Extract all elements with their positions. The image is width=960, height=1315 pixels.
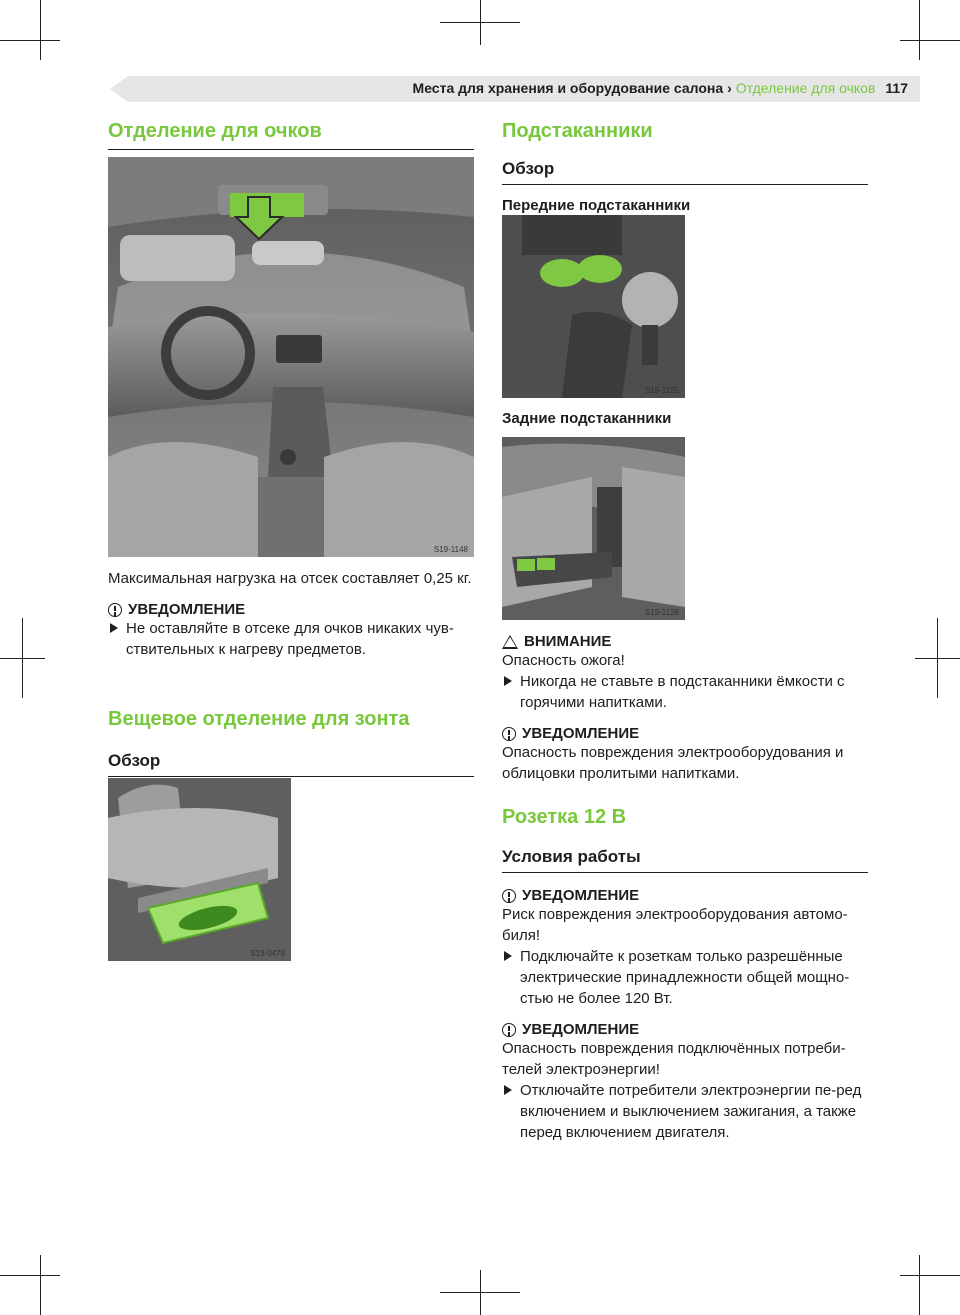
glasses-text-block bbox=[108, 568, 474, 660]
seat-umbrella-illustration bbox=[108, 778, 291, 961]
breadcrumb-separator: › bbox=[727, 80, 732, 96]
umbrella-figure bbox=[108, 778, 291, 961]
glasses-notice-item bbox=[108, 618, 474, 660]
cupholder-highlight bbox=[537, 558, 555, 570]
socket-notice2-text: Опасность повреждения подключённых потреби-телей электроэнергии! bbox=[502, 1040, 846, 1078]
current-section: Отделение для очков bbox=[735, 80, 876, 96]
socket-notice1-heading bbox=[502, 887, 868, 904]
glasses-figure bbox=[108, 157, 474, 557]
cupholders-text-block bbox=[502, 633, 868, 784]
front-console-illustration bbox=[502, 215, 685, 398]
cupholder-highlight bbox=[540, 259, 584, 287]
infotainment-screen bbox=[276, 335, 322, 363]
socket-notice2-item bbox=[502, 1080, 868, 1143]
chapter-title: Места для хранения и оборудование салона bbox=[412, 80, 724, 96]
rear-cupholders-caption: Задние подстаканники bbox=[502, 410, 672, 427]
cupholder-highlight bbox=[578, 255, 622, 283]
driver-seat-shape bbox=[108, 442, 258, 557]
rear-caption-block bbox=[502, 410, 868, 427]
notice-icon bbox=[502, 727, 516, 741]
glasses-title: Отделение для очков bbox=[108, 120, 474, 150]
notice-item-text: Подключайте к розеткам только разрешённые электрические принадлежности общей мощно-стью не более 120 Вт. bbox=[520, 948, 850, 1007]
cupholders-title: Подстаканники bbox=[502, 120, 653, 142]
notice-title: УВЕДОМЛЕНИЕ bbox=[522, 887, 640, 904]
car-interior-illustration bbox=[108, 157, 474, 557]
rear-seat-illustration bbox=[502, 437, 685, 620]
gear-knob-shape bbox=[280, 449, 296, 465]
figure-code: S19-1125 bbox=[644, 386, 679, 395]
socket-notice1-text: Риск повреждения электрооборудования автомо-биля! bbox=[502, 906, 848, 944]
figure-code: S19-1148 bbox=[433, 545, 468, 554]
center-console-shape bbox=[268, 387, 333, 477]
running-header bbox=[413, 80, 908, 96]
notice-title: УВЕДОМЛЕНИЕ bbox=[522, 725, 640, 742]
warning-item-text: Никогда не ставьте в подстаканники ёмкости с горячими напитками. bbox=[520, 673, 845, 711]
warning-item bbox=[502, 671, 868, 713]
glasses-load-text: Максимальная нагрузка на отсек составляет 0,25 кг. bbox=[108, 570, 472, 587]
passenger-seat-shape bbox=[324, 442, 474, 557]
notice-title: УВЕДОМЛЕНИЕ bbox=[128, 601, 246, 618]
rear-seat-back-shape bbox=[502, 477, 592, 607]
figure-code: S19-1126 bbox=[644, 608, 679, 617]
warning-title: ВНИМАНИЕ bbox=[524, 633, 612, 650]
umbrella-title: Вещевое отделение для зонта bbox=[108, 708, 410, 730]
bullet-arrow-icon bbox=[504, 676, 512, 686]
bullet-arrow-icon bbox=[504, 951, 512, 961]
warning-heading bbox=[502, 633, 868, 650]
rear-cupholders-figure bbox=[502, 437, 685, 620]
notice-item-text: Отключайте потребители электроэнергии пе-ред включением и выключением зажигания, а также перед включением двигателя. bbox=[520, 1082, 862, 1141]
notice-item-text: Не оставляйте в отсеке для очков никаких чув-ствительных к нагреву предметов. bbox=[126, 620, 454, 658]
socket-notice2-heading bbox=[502, 1021, 868, 1038]
warning-text: Опасность ожога! bbox=[502, 652, 625, 669]
socket-section bbox=[502, 806, 868, 1143]
cupholders-section bbox=[502, 120, 868, 214]
warning-icon bbox=[502, 635, 518, 649]
figure-code: S19-0479 bbox=[250, 949, 285, 958]
bullet-arrow-icon bbox=[504, 1085, 512, 1095]
socket-title: Розетка 12 В bbox=[502, 806, 627, 828]
gear-knob-shape bbox=[622, 272, 678, 328]
notice-title: УВЕДОМЛЕНИЕ bbox=[522, 1021, 640, 1038]
glasses-section bbox=[108, 120, 474, 150]
bullet-arrow-icon bbox=[110, 623, 118, 633]
front-cupholders-figure bbox=[502, 215, 685, 398]
cupholders-notice-text: Опасность повреждения электрооборудования и облицовки пролитыми напитками. bbox=[502, 744, 844, 782]
umbrella-section bbox=[108, 708, 474, 777]
front-cupholders-caption: Передние подстаканники bbox=[502, 197, 691, 214]
page-number: 117 bbox=[885, 80, 908, 96]
cupholders-notice-heading bbox=[502, 725, 868, 742]
glasses-notice-heading bbox=[108, 601, 474, 618]
mirror-shape bbox=[252, 241, 324, 265]
notice-icon bbox=[502, 1023, 516, 1037]
notice-icon bbox=[108, 603, 122, 617]
socket-notice1-item bbox=[502, 946, 868, 1009]
umbrella-subtitle: Обзор bbox=[108, 751, 474, 777]
cupholders-subtitle: Обзор bbox=[502, 159, 868, 185]
socket-subtitle: Условия работы bbox=[502, 847, 868, 873]
cupholder-highlight bbox=[517, 559, 535, 571]
notice-icon bbox=[502, 889, 516, 903]
sun-visor-shape bbox=[120, 235, 235, 281]
